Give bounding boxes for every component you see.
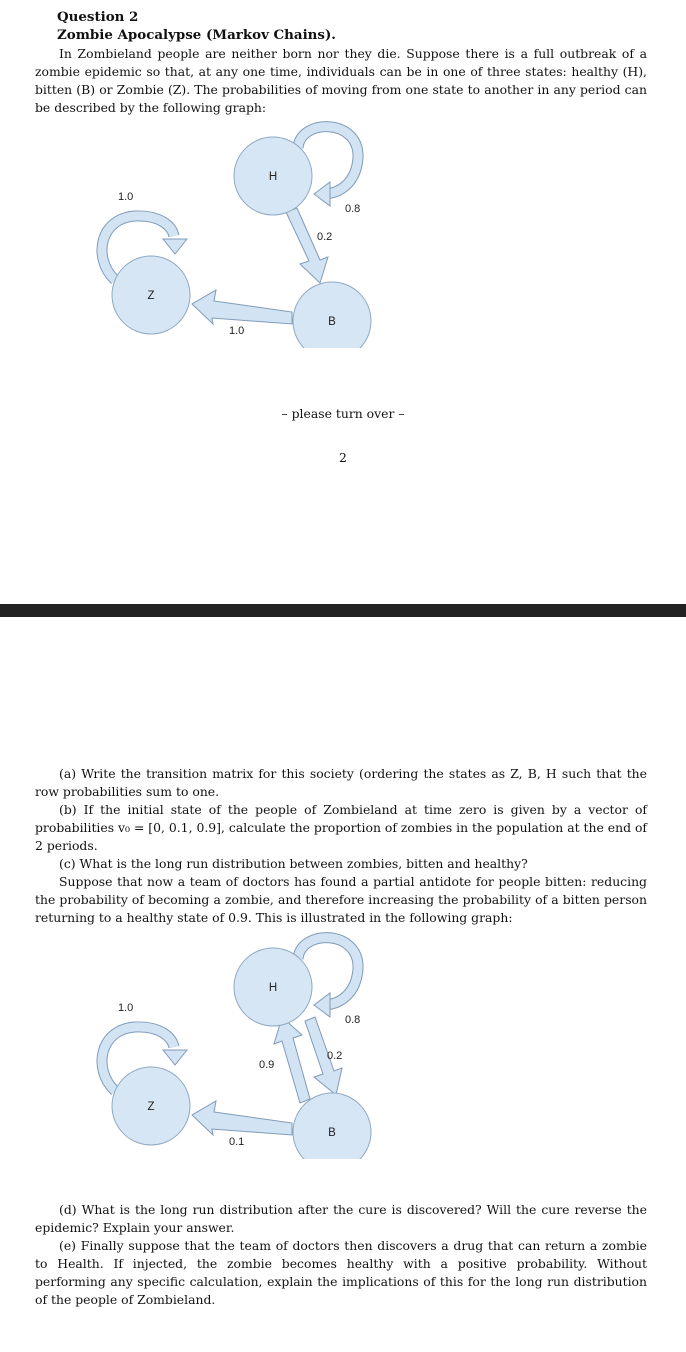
z-loop-probability-2: 1.0 [118,1002,134,1014]
b-to-h-arrow-2 [274,1017,310,1103]
z-loop-probability: 1.0 [118,191,134,203]
part-b [35,801,647,855]
h-loop-probability-2: 0.8 [345,1014,361,1026]
h-to-b-arrow [286,208,328,283]
node-b [293,282,371,348]
part-d: (d) What is the long run distribution after the cure is discovered? Will the cure reverse the epidemic? Explain your answer. [35,1202,647,1235]
h-loop-probability: 0.8 [345,203,361,215]
questions-a-to-c [35,765,647,927]
page-divider [0,604,686,617]
questions-d-and-e [35,1201,647,1309]
antidote-paragraph: Suppose that now a team of doctors has found a partial antidote for people bitten: reducing the probability of becoming a zombie, and therefore increasing the probability of a bitten person returning to a healthy state of 0.9. This is illustrated in the following graph: [35,874,647,925]
node-b-label: B [328,316,336,328]
b-to-z-probability-2: 0.1 [229,1136,245,1148]
b-to-z-arrow [192,290,292,324]
page-bottom [0,617,686,1352]
part-b-math: v₀ = [0, 0.1, 0.9] [118,820,221,835]
turn-over-note: – please turn over – [281,406,405,421]
b-to-h-probability-2: 0.9 [259,1059,275,1071]
intro-paragraph: In Zombieland people are neither born nor they die. Suppose there is a full outbreak of a zombie epidemic so that, at any one time, individuals can be in one of three states: healthy (H), bitten (B) or Zombie (Z). The probabilities of moving from one state to another in any period can be described by the following graph: [35,46,647,115]
question-title: Question 2 [57,9,139,25]
node-z-label-2: Z [147,1101,155,1113]
markov-graph-2 [0,929,686,1159]
node-b-label-2: B [328,1127,336,1139]
page-top [0,0,686,604]
h-to-b-probability: 0.2 [317,231,333,243]
question-header [35,8,647,117]
h-to-b-probability-2: 0.2 [327,1050,343,1062]
part-b-prefix: (b) If the initial state of the people of Zombieland at time zero is given by a vector of probabilities [35,802,647,835]
node-z-label: Z [147,290,155,302]
part-c: (c) What is the long run distribution between zombies, bitten and healthy? [59,856,528,871]
part-a: (a) Write the transition matrix for this society (ordering the states as Z, B, H such that the row probabilities sum to one. [35,766,647,799]
node-h [234,137,312,215]
b-to-z-probability: 1.0 [229,325,245,337]
node-h-2 [234,948,312,1026]
part-b-suffix: , calculate the proportion of zombies in the population at the end of 2 periods. [35,820,647,853]
node-h-label: H [268,171,278,183]
node-b-2 [293,1093,371,1159]
part-e: (e) Finally suppose that the team of doctors then discovers a drug that can return a zombie to Health. If injected, the zombie becomes healthy with a positive probability. Without performing any specific calculation, explain the implications of this for the long run distribution of the people of Zombieland. [35,1238,647,1307]
question-subtitle: Zombie Apocalypse (Markov Chains). [57,27,336,43]
node-h-label-2: H [268,982,278,994]
node-z [112,256,190,334]
page-number: 2 [339,450,347,465]
b-to-z-arrow-2 [192,1101,292,1135]
markov-graph-1 [0,118,686,348]
node-z-2 [112,1067,190,1145]
